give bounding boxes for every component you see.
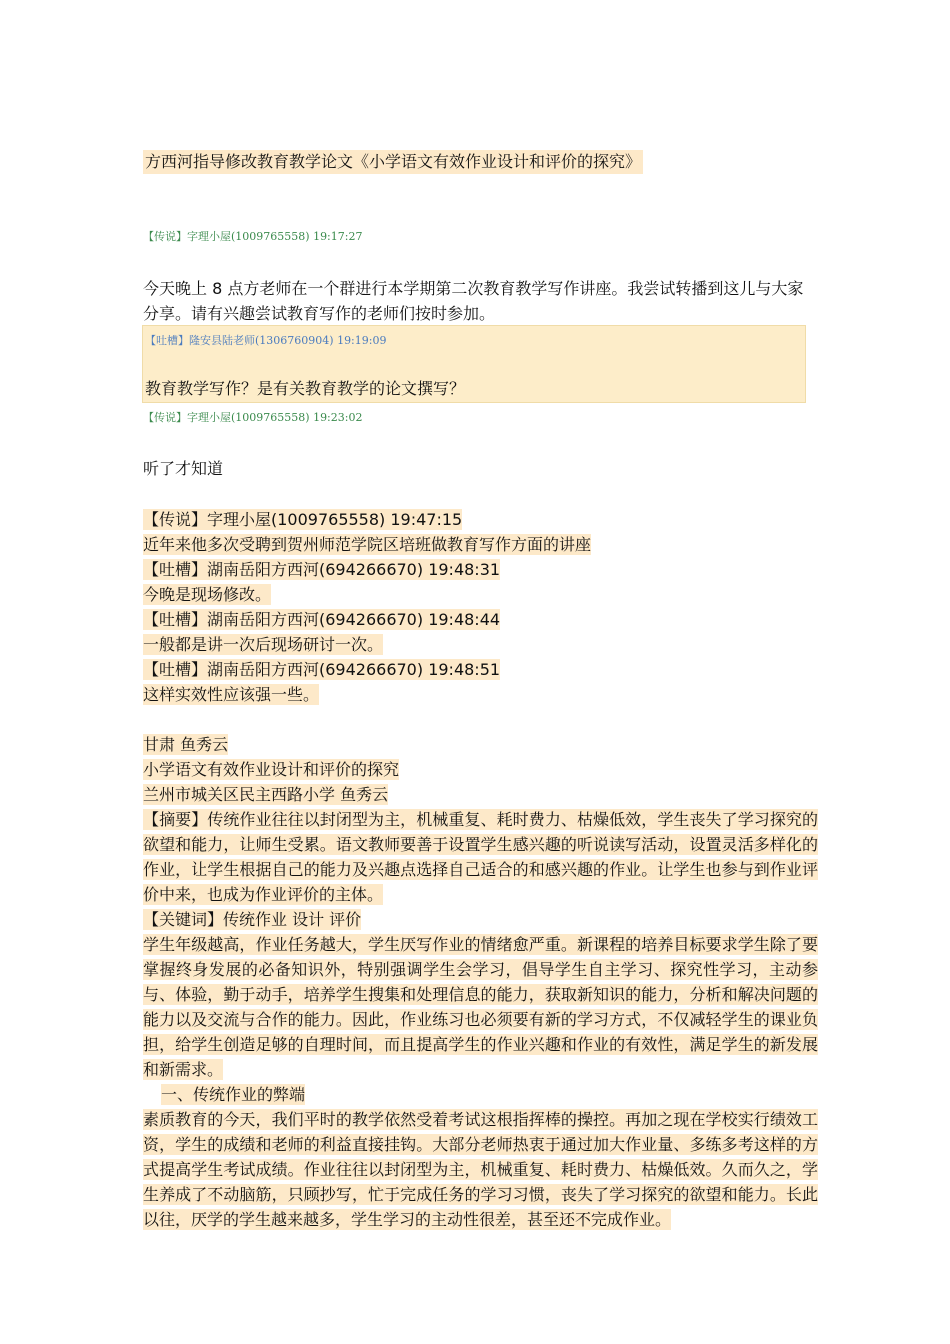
chat-line: 一般都是讲一次后现场研讨一次。 [143, 635, 384, 654]
article [143, 732, 818, 1232]
intro-paragraph-article: 学生年级越高，作业任务越大，学生厌写作业的情绪愈严重。新课程的培养目标要求学生除了要掌握终身发展的必备知识外，特别强调学生会学习，倡导学生自主学习、探究性学习，主动参与、体验，勤于动手，培养学生搜集和处理信息的能力，获取新知识的能力，分析和解决问题的能力以及交流与合作的能力。因此，作业练习也必须要有新的学习方式，不仅减轻学生的课业负担，给学生创造足够的自理时间，而且提高学生的作业兴趣和作业的有效性，满足学生的新发展和新需求。 [143, 935, 818, 1079]
section-paragraph: 素质教育的今天，我们平时的教学依然受着考试这根指挥棒的操控。再加之现在学校实行绩效工资，学生的成绩和老师的利益直接挂钩。大部分老师热衷于通过加大作业量、多练多考这样的方式提高学生考试成绩。作业往往以封闭型为主，机械重复、耗时费力、枯燥低效。久而久之，学生养成了不动脑筋，只顾抄写，忙于完成任务的学习习惯，丧失了学习探究的欲望和能力。长此以往，厌学的学生越来越多，学生学习的主动性很差，甚至还不完成作业。 [143, 1110, 818, 1229]
intro-paragraph: 今天晚上 8 点方老师在一个群进行本学期第二次教育教学写作讲座。我尝试转播到这儿与大家分享。请有兴趣尝试教育写作的老师们按时参加。 [143, 279, 804, 323]
abstract-paragraph: 【摘要】传统作业往往以封闭型为主，机械重复、耗时费力、枯燥低效，学生丧失了学习探究的欲望和能力，让师生受累。语文教师要善于设置学生感兴趣的听说读写活动，设置灵活多样化的作业，让学生根据自己的能力及兴趣点选择自己适合的和感兴趣的作业。让学生也参与到作业评价中来，也成为作业评价的主体。 [143, 810, 818, 904]
author-line: 甘肃 鱼秀云 [143, 735, 229, 754]
paper-title: 小学语文有效作业设计和评价的探究 [143, 760, 400, 779]
chat-line: 今晚是现场修改。 [143, 585, 272, 604]
chat-line: 这样实效性应该强一些。 [143, 685, 320, 704]
chat-line: 【吐槽】湖南岳阳方西河(694266670) 19:48:44 [143, 610, 501, 629]
keywords-line: 【关键词】传统作业 设计 评价 [143, 910, 362, 929]
chat-line: 近年来他多次受聘到贺州师范学院区培班做教育写作方面的讲座 [143, 535, 592, 554]
listen-paragraph: 听了才知道 [143, 459, 224, 478]
school-line: 兰州市城关区民主西路小学 鱼秀云 [143, 785, 389, 804]
document-title: 方西河指导修改教育教学论文《小学语文有效作业设计和评价的探究》 [143, 150, 643, 174]
chat-line: 【吐槽】湖南岳阳方西河(694266670) 19:48:51 [143, 660, 501, 679]
quoted-reply [142, 325, 806, 403]
post-meta: 【传说】字理小屋(1009765558) 19:23:02 [143, 411, 363, 424]
quote-text: 教育教学写作？是有关教育教学的论文撰写？ [145, 379, 466, 398]
post-meta: 【传说】字理小屋(1009765558) 19:17:27 [143, 230, 363, 243]
section-heading: 一、传统作业的弊端 [161, 1085, 306, 1104]
quote-meta: 【吐槽】隆安县陆老师(1306760904) 19:19:09 [145, 334, 387, 347]
chat-line: 【吐槽】湖南岳阳方西河(694266670) 19:48:31 [143, 560, 501, 579]
chat-line: 【传说】字理小屋(1009765558) 19:47:15 [143, 510, 463, 529]
chat-log [143, 507, 818, 707]
